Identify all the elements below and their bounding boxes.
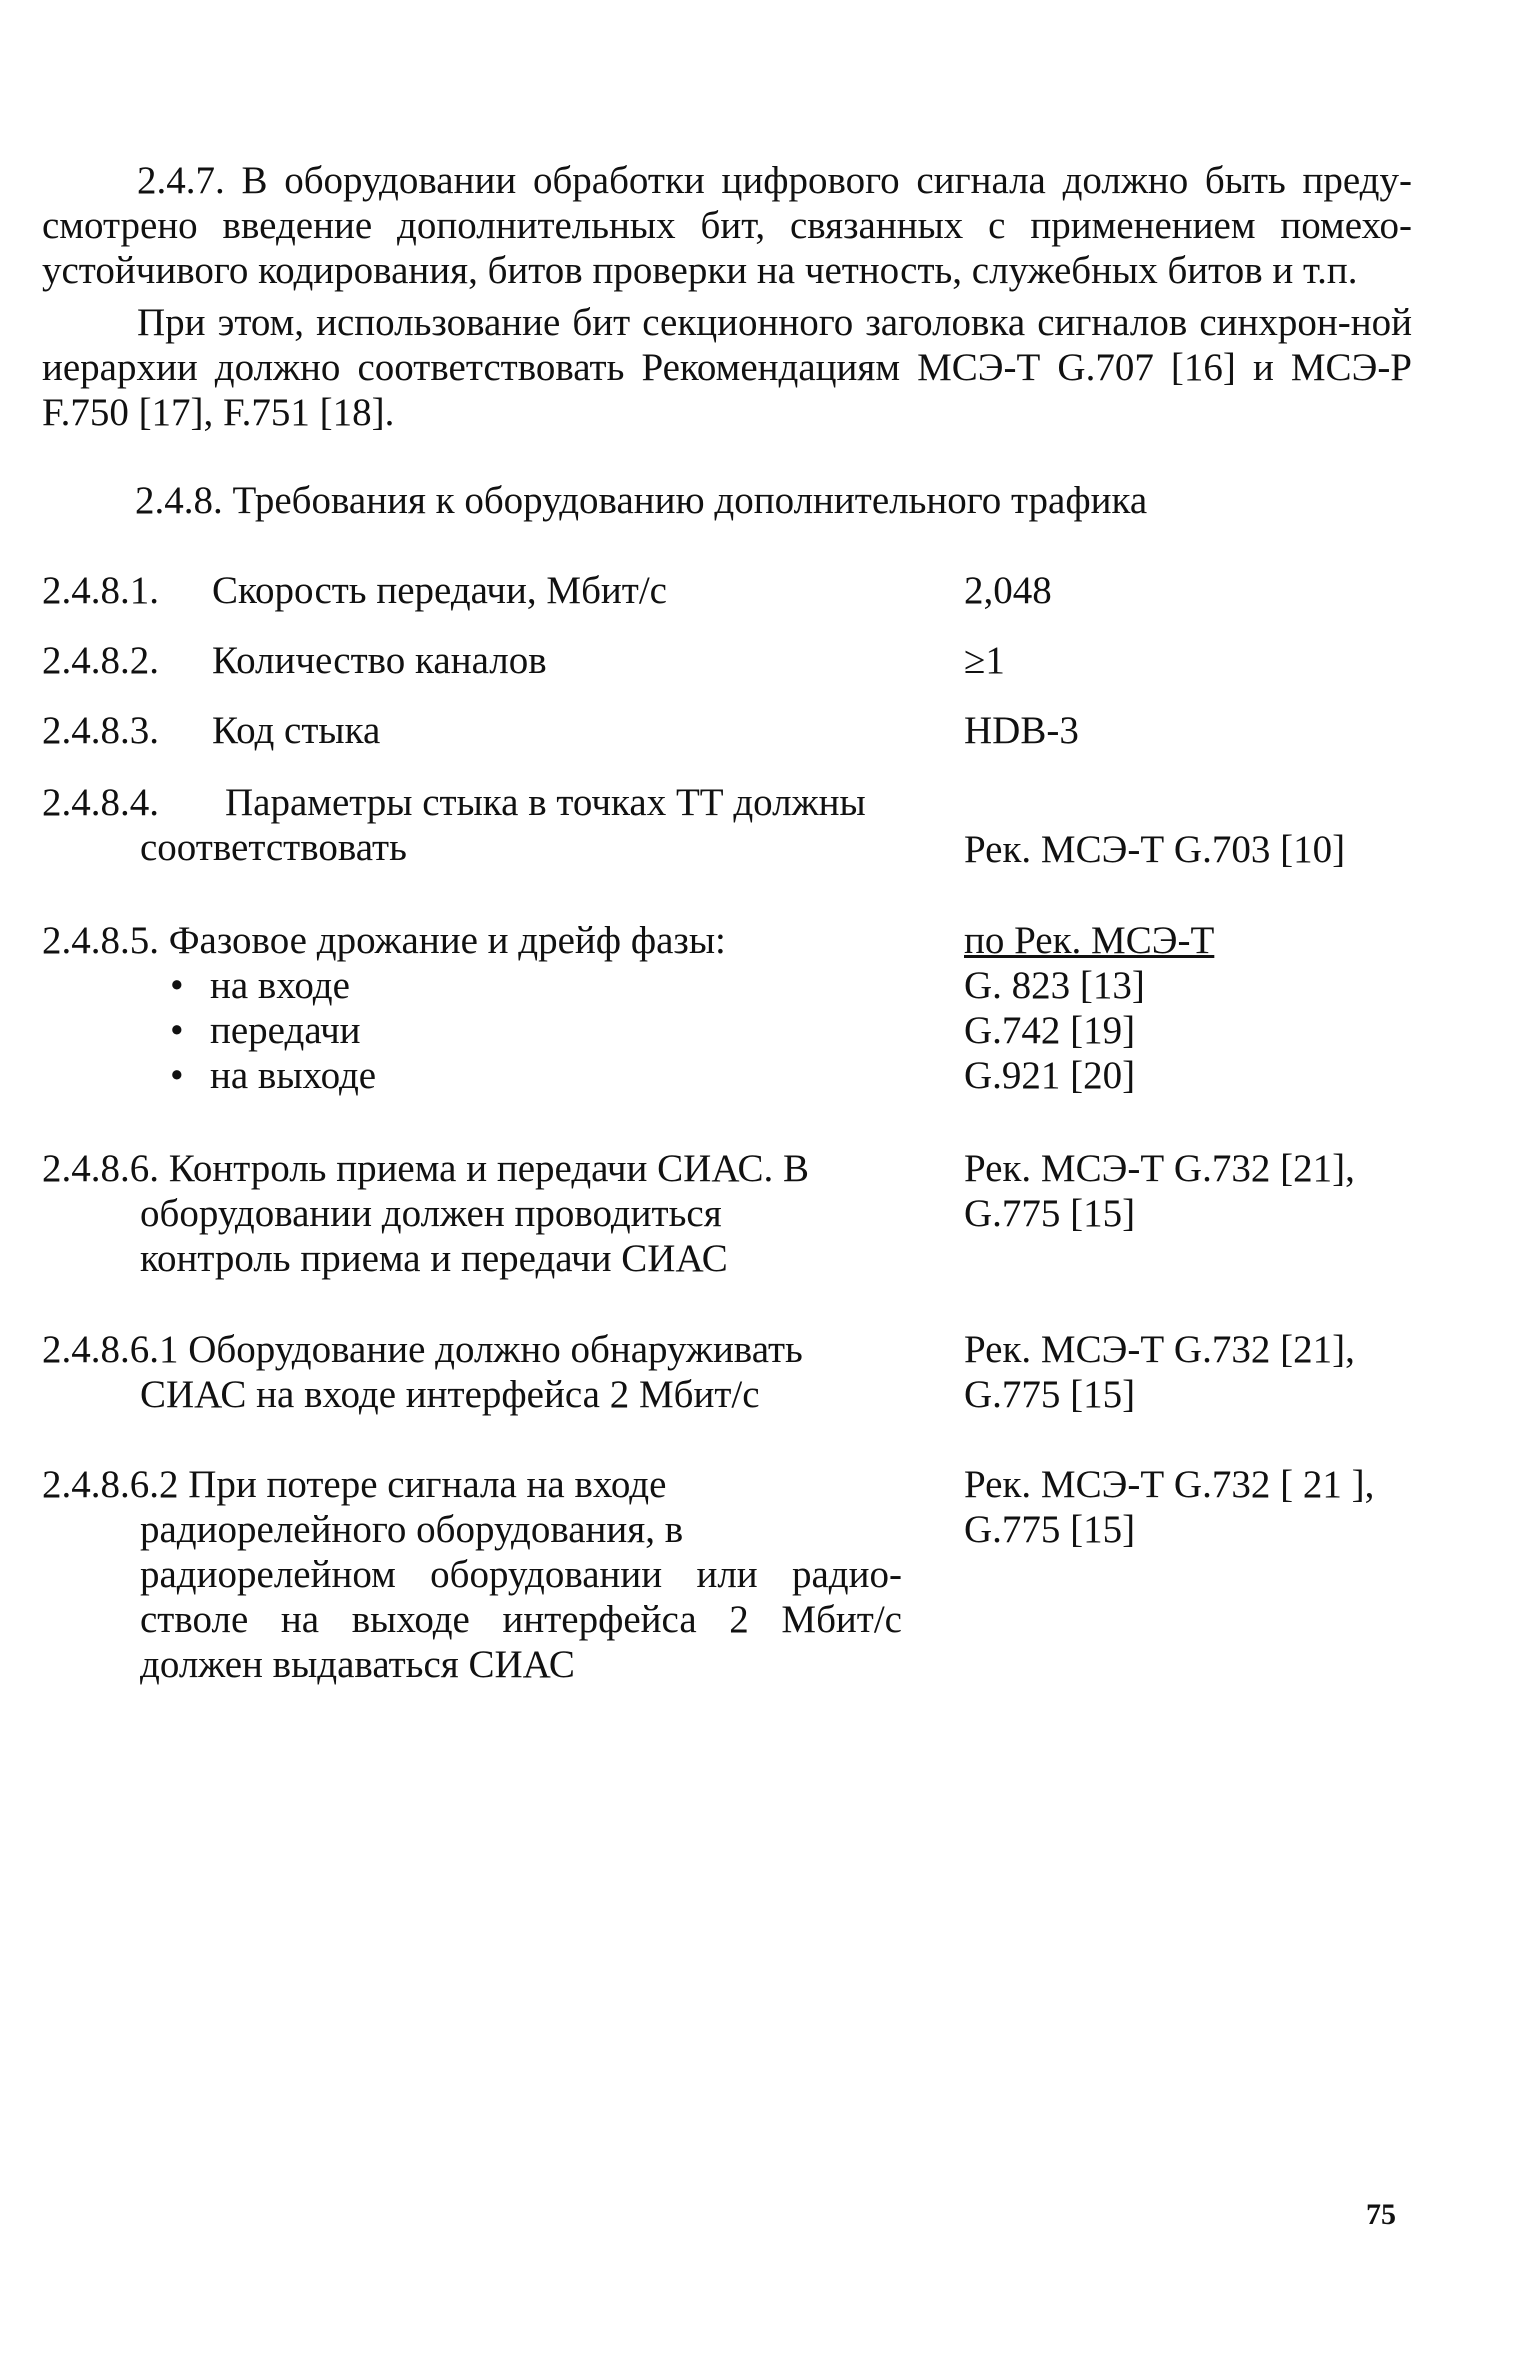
- item-text-line: оборудовании должен проводиться: [140, 1192, 722, 1235]
- item-value: G. 823 [13]: [964, 964, 1145, 1007]
- item-value: G.742 [19]: [964, 1009, 1136, 1052]
- item-text-line: радиорелейного оборудования, в: [140, 1508, 684, 1551]
- bullet-list: [170, 963, 376, 1098]
- spec-row: [42, 780, 1442, 880]
- item-label-continued: соответствовать: [140, 826, 407, 869]
- item-value: G.775 [15]: [964, 1508, 1136, 1551]
- spec-row-ais-control: [42, 1146, 1442, 1286]
- item-value: G.775 [15]: [964, 1192, 1136, 1235]
- item-text-line: 2.4.8.6.2 При потере сигнала на входе: [42, 1463, 667, 1506]
- paragraph-signal-hierarchy: [42, 300, 1412, 435]
- item-value: Рек. МСЭ-Т G.732 [ 21 ],: [964, 1463, 1375, 1506]
- spec-row-jitter: [42, 918, 1442, 1108]
- item-label: Скорость передачи, Мбит/с: [212, 569, 667, 612]
- section-title: 2.4.8. Требования к оборудованию дополнительного трафика: [135, 479, 1148, 522]
- item-text-line: радиорелейном оборудовании или радио-: [140, 1553, 902, 1596]
- paragraph-text: При этом, использование бит секционного заголовка сигналов синхрон-ной иерархии должно соответствовать Рекомендациям МСЭ-Т G.707 [16] и МСЭ-Р F.750 [17], F.751 [18].: [42, 301, 1412, 434]
- spec-row-signal-loss: [42, 1462, 1442, 1692]
- item-text-line: контроль приема и передачи СИАС: [140, 1237, 728, 1280]
- spec-row-ais-detect: [42, 1327, 1442, 1422]
- item-label: Код стыка: [212, 709, 381, 752]
- item-number: 2.4.8.4.: [42, 781, 159, 824]
- item-number: 2.4.8.1.: [42, 569, 159, 612]
- item-label: Параметры стыка в точках ТТ должны: [225, 781, 866, 824]
- item-number: 2.4.8.2.: [42, 639, 159, 682]
- item-text-line: стволе на выходе интерфейса 2 Мбит/с: [140, 1598, 902, 1641]
- item-value: G.775 [15]: [964, 1373, 1136, 1416]
- page-number: 75: [1366, 2198, 1396, 2231]
- item-value: G.921 [20]: [964, 1054, 1136, 1097]
- item-number: 2.4.8.3.: [42, 709, 159, 752]
- item-text-line: 2.4.8.6. Контроль приема и передачи СИАС. В: [42, 1147, 810, 1190]
- item-text-block: [42, 1507, 902, 1687]
- bullet-item: • на выходе: [170, 1053, 376, 1098]
- item-heading: 2.4.8.5. Фазовое дрожание и дрейф фазы:: [42, 919, 726, 962]
- item-text-line: СИАС на входе интерфейса 2 Мбит/с: [140, 1373, 760, 1416]
- paragraph-text: 2.4.7. В оборудовании обработки цифрового сигнала должно быть преду-смотрено введение дополнительных бит, связанных с применением помехо-устойчивого кодирования, битов проверки на четность, служебных битов и т.п.: [42, 159, 1412, 292]
- item-value: ≥1: [964, 639, 1005, 682]
- item-value: Рек. МСЭ-Т G.732 [21],: [964, 1147, 1355, 1190]
- paragraph-2-4-7: [42, 158, 1412, 293]
- item-value: 2,048: [964, 569, 1052, 612]
- item-value: HDB-3: [964, 709, 1079, 752]
- item-text-line: должен выдаваться СИАС: [140, 1643, 575, 1686]
- item-value: Рек. МСЭ-Т G.732 [21],: [964, 1328, 1355, 1371]
- item-label: Количество каналов: [212, 639, 547, 682]
- item-value: Рек. МСЭ-Т G.703 [10]: [964, 828, 1346, 871]
- bullet-item: • передачи: [170, 1008, 376, 1053]
- item-value-header: по Рек. МСЭ-Т: [964, 919, 1215, 962]
- item-text-line: 2.4.8.6.1 Оборудование должно обнаруживать: [42, 1328, 803, 1371]
- bullet-item: • на входе: [170, 963, 376, 1008]
